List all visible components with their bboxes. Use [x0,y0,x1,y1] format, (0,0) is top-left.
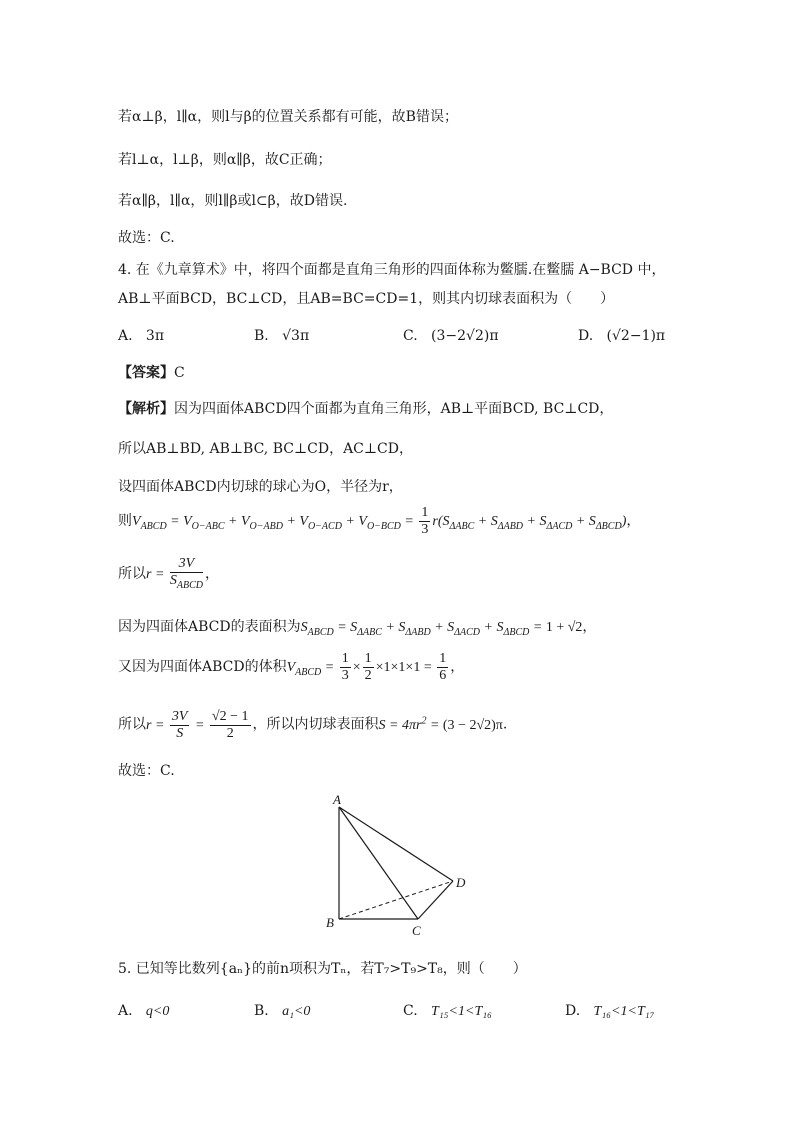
analysis-line-5: 所以r = $\frac{3V}{S_{ABCD}}$ ， [118,556,220,591]
q5-option-d [565,1000,654,1023]
option-label: D. [565,1003,581,1019]
text-line-prev-d: 若α∥β，l∥α，则l∥β或l⊂β，故D错误. [118,193,348,209]
q4-option-c [403,325,499,347]
analysis-line-7: 又因为四面体ABCD的体积$V_{ABCD}$ = $\frac{1}{3}$ × $\frac{1}{2}$ ×1×1×1 = $\frac{1}{6}$ ， [118,651,465,684]
option-label: D. [578,328,594,344]
answer-line [118,362,185,384]
volume-decomposition-formula: $V_{ABCD} = V_{O-ABC} + V_{O-ABD} + V_{O-ACD} + V_{O-BCD}$ = $\frac{1}{3}$ $r(S_{\Delta ABC} + S_{\Delta ABD} + S_{\Delta ACD} + S_{\Delta BCD})$ [132,505,627,538]
vertex-label-d: D [456,875,466,890]
q5-option-c [403,1000,492,1023]
formula-prefix: 所以 [118,566,146,583]
q4-stem: 4. 在《九章算术》中，将四个面都是直角三角形的四面体称为鳖臑.在鳖臑 A−BCD 中， [118,262,666,278]
option-label: B. [254,1003,269,1019]
formula-prefix: 因为四面体ABCD的表面积为 [118,619,301,635]
edge-ad [339,807,453,881]
analysis-line-6: 因为四面体ABCD的表面积为$S_{ABCD} = S_{\Delta ABC} + S_{\Delta ABD} + S_{\Delta ACD} + S_{\Delta BCD} = 1 + √2$， [118,619,597,638]
formula-prefix: 则 [118,513,132,529]
q4-option-a [118,325,164,347]
option-value: q<0 [145,1004,170,1019]
surface-area-formula: $S_{ABCD} = S_{\Delta ABC} + S_{\Delta ABD} + S_{\Delta ACD} + S_{\Delta BCD} = 1 + √2$ [300,620,583,638]
option-label: B. [254,328,269,344]
option-label: A. [118,328,133,344]
q4-option-d [578,325,665,347]
q5-stem: 5. 已知等比数列{aₙ}的前n项积为Tₙ，若T₇>T₉>T₈，则（ ） [118,961,527,977]
option-value: (3−2√2)π [431,328,499,344]
q5-option-a [118,1000,169,1023]
q4-condition: AB⊥平面BCD，BC⊥CD，且AB=BC=CD=1，则其内切球表面积为（ ） [118,291,615,307]
vertex-label-c: C [412,923,421,938]
answer-value: C [174,365,185,381]
radius-formula: r = $\frac{3V}{S_{ABCD}}$ [146,556,204,591]
choose-line-prev: 故选：C. [118,230,175,246]
option-value: a₁<0 [282,1004,311,1019]
edge-ac [339,807,418,919]
vertex-label-a: A [333,792,341,807]
choose-line-q4: 故选：C. [118,763,175,779]
option-value: T₁₆<1<T₁₇ [593,1004,655,1019]
analysis-line-4: 则$V_{ABCD} = V_{O-ABC} + V_{O-ABD} + V_{O-ACD} + V_{O-BCD}$ = $\frac{1}{3}$ $r(S_{\Delta ABC} + S_{\Delta ABD} + S_{\Delta ACD} + S_{\Delta BCD})$， [118,505,641,538]
q5-option-b [254,1000,310,1023]
analysis-line-1 [118,398,613,420]
analysis-line-8: 所以r = $\frac{3V}{S}$ = $\frac{√2 - 1}{2}$ ，所以内切球表面积$S = 4\pi r^2 = (3 - 2√2)\pi$. [118,708,508,741]
option-value: √3π [282,328,310,344]
analysis-line-3: 设四面体ABCD内切球的球心为O，半径为r， [118,479,403,495]
option-value: 3π [145,328,165,344]
radius-value-formula: r = $\frac{3V}{S}$ = $\frac{√2 - 1}{2}$ [146,708,249,741]
analysis-text: 因为四面体ABCD四个面都为直角三角形，AB⊥平面BCD, BC⊥CD， [174,401,614,417]
analysis-line-2: 所以AB⊥BD, AB⊥BC, BC⊥CD，AC⊥CD， [118,441,413,457]
option-label: A. [118,1003,133,1019]
sphere-area-formula: $S = 4\pi r^2 = (3 - 2√2)\pi$ [378,715,503,733]
formula-prefix: 所以 [118,716,146,733]
vertex-label-b: B [326,915,334,930]
option-label: C. [403,328,418,344]
formula-mid: ，所以内切球表面积 [252,716,379,733]
formula-prefix: 又因为四面体ABCD的体积 [118,659,287,675]
text-line-prev-c: 若l⊥α，l⊥β，则α∥β，故C正确； [118,152,332,168]
option-value: T₁₅<1<T₁₆ [431,1004,492,1019]
volume-formula: $V_{ABCD}$ = $\frac{1}{3}$ × $\frac{1}{2}$ ×1×1×1 = $\frac{1}{6}$ [286,651,447,684]
option-value: (√2−1)π [606,328,666,344]
q4-option-b [254,325,309,347]
answer-tag: 【答案】 [118,365,174,381]
option-label: C. [403,1003,418,1019]
analysis-tag: 【解析】 [118,401,174,417]
tetrahedron-figure [300,785,500,945]
text-line-prev-b: 若α⊥β，l∥α，则l与β的位置关系都有可能，故B错误； [118,109,458,125]
